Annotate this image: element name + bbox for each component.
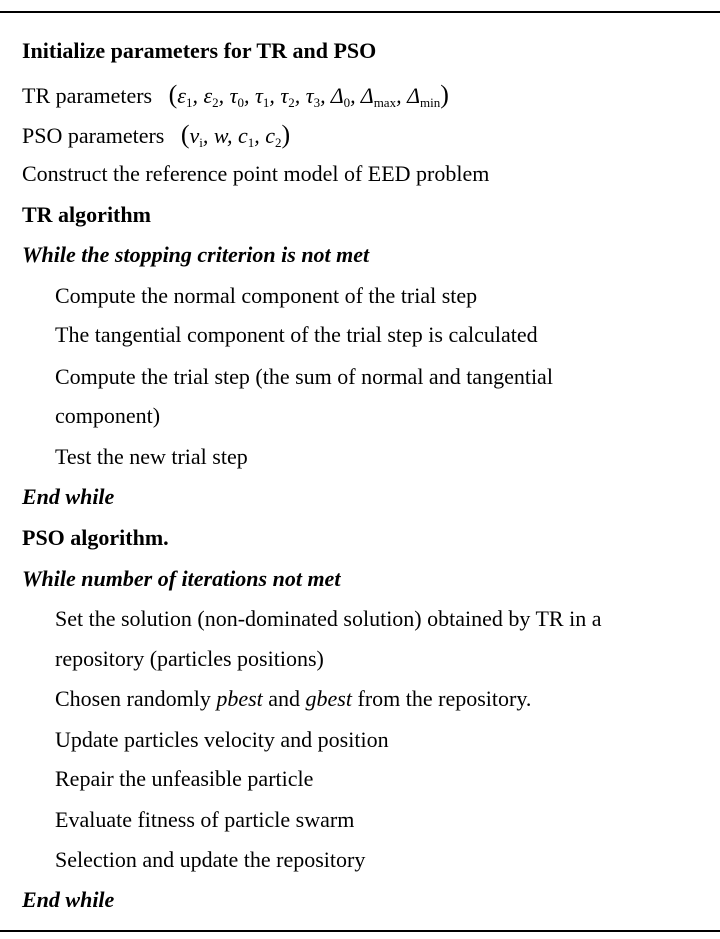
symbol-base: w [213,123,227,148]
symbol-subscript: 0 [237,95,244,110]
parameter-symbol [230,83,244,108]
parameter-symbol [190,123,203,148]
symbol-base: Δ [360,83,374,108]
tr-step: Compute the trial step (the sum of normal and tangential [55,364,553,389]
pso-step: Evaluate fitness of particle swarm [55,807,355,832]
tr-step: The tangential component of the trial step is calculated [55,322,538,347]
parameter-symbol [331,83,350,108]
parameter-symbol [265,123,281,148]
parameter-symbol [214,123,227,148]
tr-step: Test the new trial step [55,444,248,469]
parameter-symbol [407,83,440,108]
tr-step: Compute the normal component of the trial step [55,283,478,308]
symbol-subscript: 2 [275,135,282,150]
symbol-subscript: i [199,135,203,150]
symbol-base: Δ [407,83,420,108]
parameter-symbol [280,83,294,108]
pso-step-text: from the repository. [352,686,532,711]
symbol-base: τ [305,83,314,108]
parameter-symbol [255,83,269,108]
pso-step-text: and [262,686,306,711]
pso-step: Update particles velocity and position [55,727,389,752]
pso-parameters-label: PSO parameters [22,123,165,148]
pso-while: While number of iterations not met [22,566,341,591]
bottom-rule [0,930,720,932]
pbest-term: pbest [216,686,263,711]
symbol-subscript: 3 [313,95,321,110]
pso-parameters-formula: ($v_i$, w, $c_1$, $c_2$) [180,120,291,150]
parameter-symbol [306,83,320,108]
tr-heading: TR algorithm [22,202,151,227]
tr-parameters-label: TR parameters [22,83,153,108]
tr-end-while: End while [22,484,115,509]
parameter-symbol [203,83,218,108]
gbest-term: gbest [305,686,352,711]
parameter-symbol [177,83,192,108]
pso-step: Selection and update the repository [55,847,366,872]
symbol-subscript: 2 [212,95,219,110]
tr-while: While the stopping criterion is not met [22,242,370,267]
tr-step: component) [55,403,161,428]
symbol-subscript: 0 [343,95,351,110]
symbol-base: Δ [330,83,344,108]
symbol-base: τ [229,83,238,108]
pso-step-choose [55,686,531,712]
top-rule [0,11,720,13]
pso-step: Repair the unfeasible particle [55,766,314,791]
pso-step: repository (particles positions) [55,646,324,671]
symbol-subscript: 1 [185,95,193,110]
init-title: Initialize parameters for TR and PSO [22,38,377,63]
symbol-subscript: 2 [288,95,295,110]
symbol-base: c [237,123,248,148]
symbol-subscript: 1 [262,95,270,110]
pso-end-while: End while [22,887,115,912]
symbol-subscript: min [420,95,441,110]
symbol-base: τ [255,83,263,108]
pso-step-text: Chosen randomly [55,686,217,711]
tr-parameters-line [22,82,449,116]
construct-line: Construct the reference point model of EED problem [22,161,490,186]
pso-parameters-line [22,122,290,156]
tr-parameters-formula: ($\varepsilon_1$, $\varepsilon_2$, $\tau_0$, $\tau_1$, $\tau_2$, $\tau_3$, $\Delta_0$, $\Delta_{max}$, $\Delta_{min}$) [168,80,449,110]
symbol-base: c [265,123,275,148]
symbol-base: ε [177,83,186,108]
symbol-subscript: 1 [247,135,255,150]
symbol-base: ε [203,83,213,108]
symbol-subscript: max [373,95,397,110]
parameter-symbol [361,83,396,108]
symbol-base: v [189,123,200,148]
pso-step: Set the solution (non-dominated solution) obtained by TR in a [55,606,602,631]
symbol-base: τ [280,83,289,108]
pso-heading: PSO algorithm. [22,525,169,550]
parameter-symbol [238,123,254,148]
